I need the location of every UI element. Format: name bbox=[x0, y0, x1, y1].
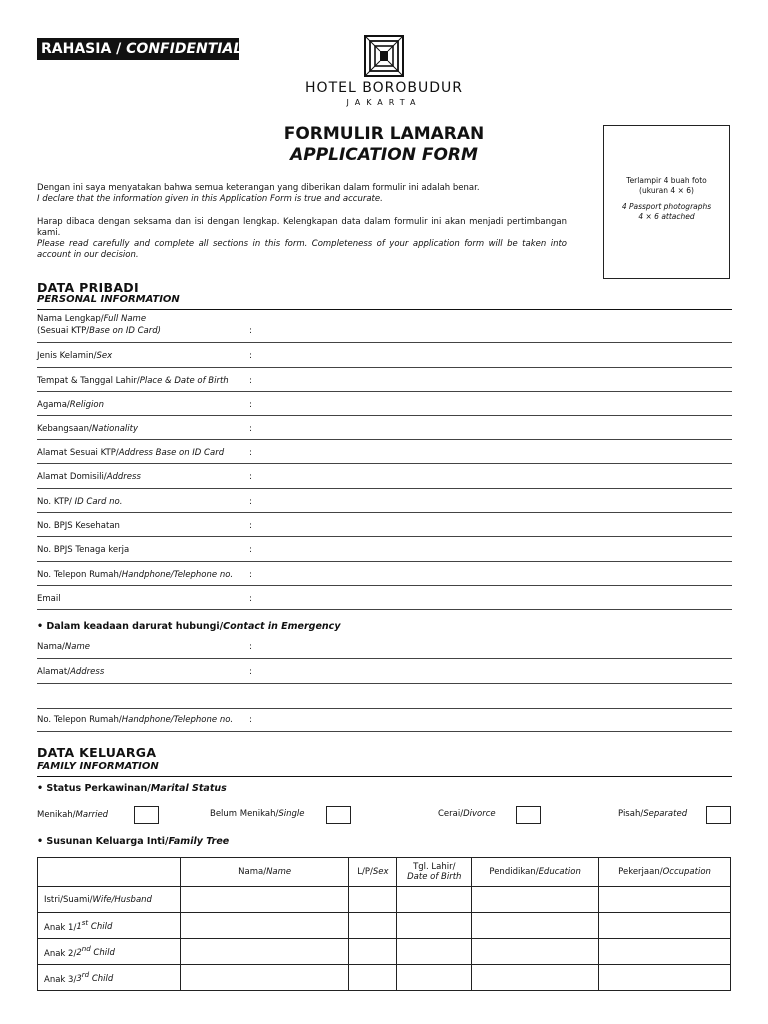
table-cell[interactable] bbox=[472, 913, 599, 939]
table-cell[interactable] bbox=[397, 887, 472, 913]
photo-note-english-size: 4 × 6 attached bbox=[638, 212, 695, 221]
field-label-id-card: No. KTP/ ID Card no. bbox=[37, 497, 123, 507]
family-tree-heading: • Susunan Keluarga Inti/Family Tree bbox=[37, 836, 230, 847]
input-line-bpjs-health[interactable] bbox=[37, 536, 732, 537]
input-line-nationality[interactable] bbox=[37, 439, 732, 440]
table-header-relation bbox=[38, 858, 181, 887]
input-line-address[interactable] bbox=[37, 488, 732, 489]
section-rule bbox=[37, 309, 732, 310]
table-row bbox=[38, 887, 731, 913]
form-title-english: APPLICATION FORM bbox=[290, 145, 478, 165]
input-line-emergency-address[interactable] bbox=[37, 683, 732, 684]
family-tree-table bbox=[37, 857, 731, 991]
table-cell[interactable] bbox=[180, 913, 349, 939]
field-colon: : bbox=[249, 715, 252, 725]
table-header-sex: L/P/Sex bbox=[349, 858, 397, 887]
field-label-birth: Tempat & Tanggal Lahir/Place & Date of Birth bbox=[37, 376, 229, 386]
field-label-emergency-address: Alamat/Address bbox=[37, 667, 105, 677]
field-colon: : bbox=[249, 667, 252, 677]
input-line-id-card[interactable] bbox=[37, 512, 732, 513]
field-label-sex: Jenis Kelamin/Sex bbox=[37, 351, 113, 361]
input-line-bpjs-work[interactable] bbox=[37, 561, 732, 562]
table-row bbox=[38, 965, 731, 991]
table-cell[interactable] bbox=[180, 939, 349, 965]
input-line-sex[interactable] bbox=[37, 367, 732, 368]
field-colon: : bbox=[249, 497, 252, 507]
field-label-nationality: Kebangsaan/Nationality bbox=[37, 424, 139, 434]
option-label-single: Belum Menikah/Single bbox=[210, 809, 305, 819]
input-line-full-name[interactable] bbox=[37, 342, 732, 343]
field-colon: : bbox=[249, 570, 252, 580]
section-subtitle-family: FAMILY INFORMATION bbox=[37, 761, 159, 772]
table-header-occupation: Pekerjaan/Occupation bbox=[599, 858, 731, 887]
field-label-bpjs-work: No. BPJS Tenaga kerja bbox=[37, 545, 130, 555]
table-row bbox=[38, 913, 731, 939]
field-label-email: Email bbox=[37, 594, 61, 604]
checkbox-divorce[interactable] bbox=[516, 806, 541, 824]
photo-note-english: 4 Passport photographs bbox=[621, 202, 712, 211]
table-cell[interactable] bbox=[472, 965, 599, 991]
marital-status-heading: • Status Perkawinan/Marital Status bbox=[37, 783, 227, 794]
table-row bbox=[38, 939, 731, 965]
table-cell[interactable] bbox=[599, 965, 731, 991]
field-colon: : bbox=[249, 448, 252, 458]
table-header-education: Pendidikan/Education bbox=[472, 858, 599, 887]
field-label-full-name: Nama Lengkap/Full Name bbox=[37, 314, 147, 324]
section-title-family: DATA KELUARGA bbox=[37, 745, 157, 760]
photo-note: Terlampir 4 buah foto bbox=[626, 176, 707, 185]
table-cell[interactable] bbox=[349, 913, 397, 939]
field-colon: : bbox=[249, 472, 252, 482]
row-label-child-2: Anak 2/2nd Child bbox=[38, 939, 181, 965]
field-colon: : bbox=[249, 545, 252, 555]
field-label-full-name-note: (Sesuai KTP/Base on ID Card) bbox=[37, 326, 161, 336]
checkbox-married[interactable] bbox=[134, 806, 159, 824]
input-line-religion[interactable] bbox=[37, 415, 732, 416]
table-header-row bbox=[38, 858, 731, 887]
table-cell[interactable] bbox=[180, 965, 349, 991]
table-header-name: Nama/Name bbox=[180, 858, 349, 887]
input-line-emergency-phone[interactable] bbox=[37, 731, 732, 732]
table-cell[interactable] bbox=[397, 965, 472, 991]
field-label-emergency-phone: No. Telepon Rumah/Handphone/Telephone no. bbox=[37, 715, 234, 725]
table-cell[interactable] bbox=[599, 913, 731, 939]
input-line-id-address[interactable] bbox=[37, 463, 732, 464]
field-colon: : bbox=[249, 424, 252, 434]
option-label-divorce: Cerai/Divorce bbox=[438, 809, 496, 819]
section-subtitle-personal: PERSONAL INFORMATION bbox=[37, 294, 180, 305]
row-label-child-1: Anak 1/1st Child bbox=[38, 913, 181, 939]
field-colon: : bbox=[249, 376, 252, 386]
field-colon: : bbox=[249, 521, 252, 531]
field-label-id-address: Alamat Sesuai KTP/Address Base on ID Card bbox=[37, 448, 225, 458]
field-colon: : bbox=[249, 351, 252, 361]
field-colon: : bbox=[249, 594, 252, 604]
table-cell[interactable] bbox=[472, 939, 599, 965]
input-line-email[interactable] bbox=[37, 609, 732, 610]
table-cell[interactable] bbox=[180, 887, 349, 913]
table-cell[interactable] bbox=[349, 939, 397, 965]
table-cell[interactable] bbox=[599, 939, 731, 965]
section-rule bbox=[37, 776, 732, 777]
field-label-phone: No. Telepon Rumah/Handphone/Telephone no. bbox=[37, 570, 234, 580]
option-label-separated: Pisah/Separated bbox=[618, 809, 688, 819]
form-title: FORMULIR LAMARAN bbox=[283, 124, 485, 144]
table-cell[interactable] bbox=[349, 965, 397, 991]
option-label-married: Menikah/Married bbox=[37, 810, 109, 820]
checkbox-single[interactable] bbox=[326, 806, 351, 824]
input-line-emergency-name[interactable] bbox=[37, 658, 732, 659]
hotel-city: JAKARTA bbox=[346, 98, 422, 107]
input-line-emergency-address-2[interactable] bbox=[37, 708, 732, 709]
declaration-paragraph: Dengan ini saya menyatakan bahwa semua keterangan yang diberikan dalam formulir ini adalah benar. I declare that the information given in this Application Form is true and accurate. bbox=[37, 183, 480, 204]
table-cell[interactable] bbox=[397, 939, 472, 965]
photo-box[interactable] bbox=[603, 125, 730, 279]
confidential-badge: RAHASIA / CONFIDENTIAL bbox=[37, 38, 239, 60]
field-colon: : bbox=[249, 326, 252, 336]
hotel-name: HOTEL BOROBUDUR bbox=[305, 80, 463, 96]
table-cell[interactable] bbox=[397, 913, 472, 939]
input-line-phone[interactable] bbox=[37, 585, 732, 586]
table-cell[interactable] bbox=[599, 887, 731, 913]
checkbox-separated[interactable] bbox=[706, 806, 731, 824]
field-colon: : bbox=[249, 400, 252, 410]
field-colon: : bbox=[249, 642, 252, 652]
field-label-bpjs-health: No. BPJS Kesehatan bbox=[37, 521, 120, 531]
table-cell[interactable] bbox=[472, 887, 599, 913]
field-label-religion: Agama/Religion bbox=[37, 400, 104, 410]
photo-note-size: (ukuran 4 × 6) bbox=[639, 186, 694, 195]
hotel-borobudur-logo-icon bbox=[361, 34, 407, 78]
field-label-address: Alamat Domisili/Address bbox=[37, 472, 141, 482]
section-title-personal: DATA PRIBADI bbox=[37, 280, 139, 295]
field-label-emergency-name: Nama/Name bbox=[37, 642, 90, 652]
row-label-spouse: Istri/Suami/Wife/Husband bbox=[38, 887, 181, 913]
row-label-child-3: Anak 3/3rd Child bbox=[38, 965, 181, 991]
instruction-paragraph: Harap dibaca dengan seksama dan isi dengan lengkap. Kelengkapan data dalam formulir ini akan menjadi pertimbangan kami. Please read carefully and complete all sections in this form. Completeness of your application form will be taken into account in our decision. bbox=[37, 217, 567, 260]
emergency-heading: • Dalam keadaan darurat hubungi/Contact in Emergency bbox=[37, 621, 341, 632]
table-header-birth: Tgl. Lahir/ Date of Birth bbox=[397, 858, 472, 887]
input-line-birth[interactable] bbox=[37, 391, 732, 392]
table-cell[interactable] bbox=[349, 887, 397, 913]
